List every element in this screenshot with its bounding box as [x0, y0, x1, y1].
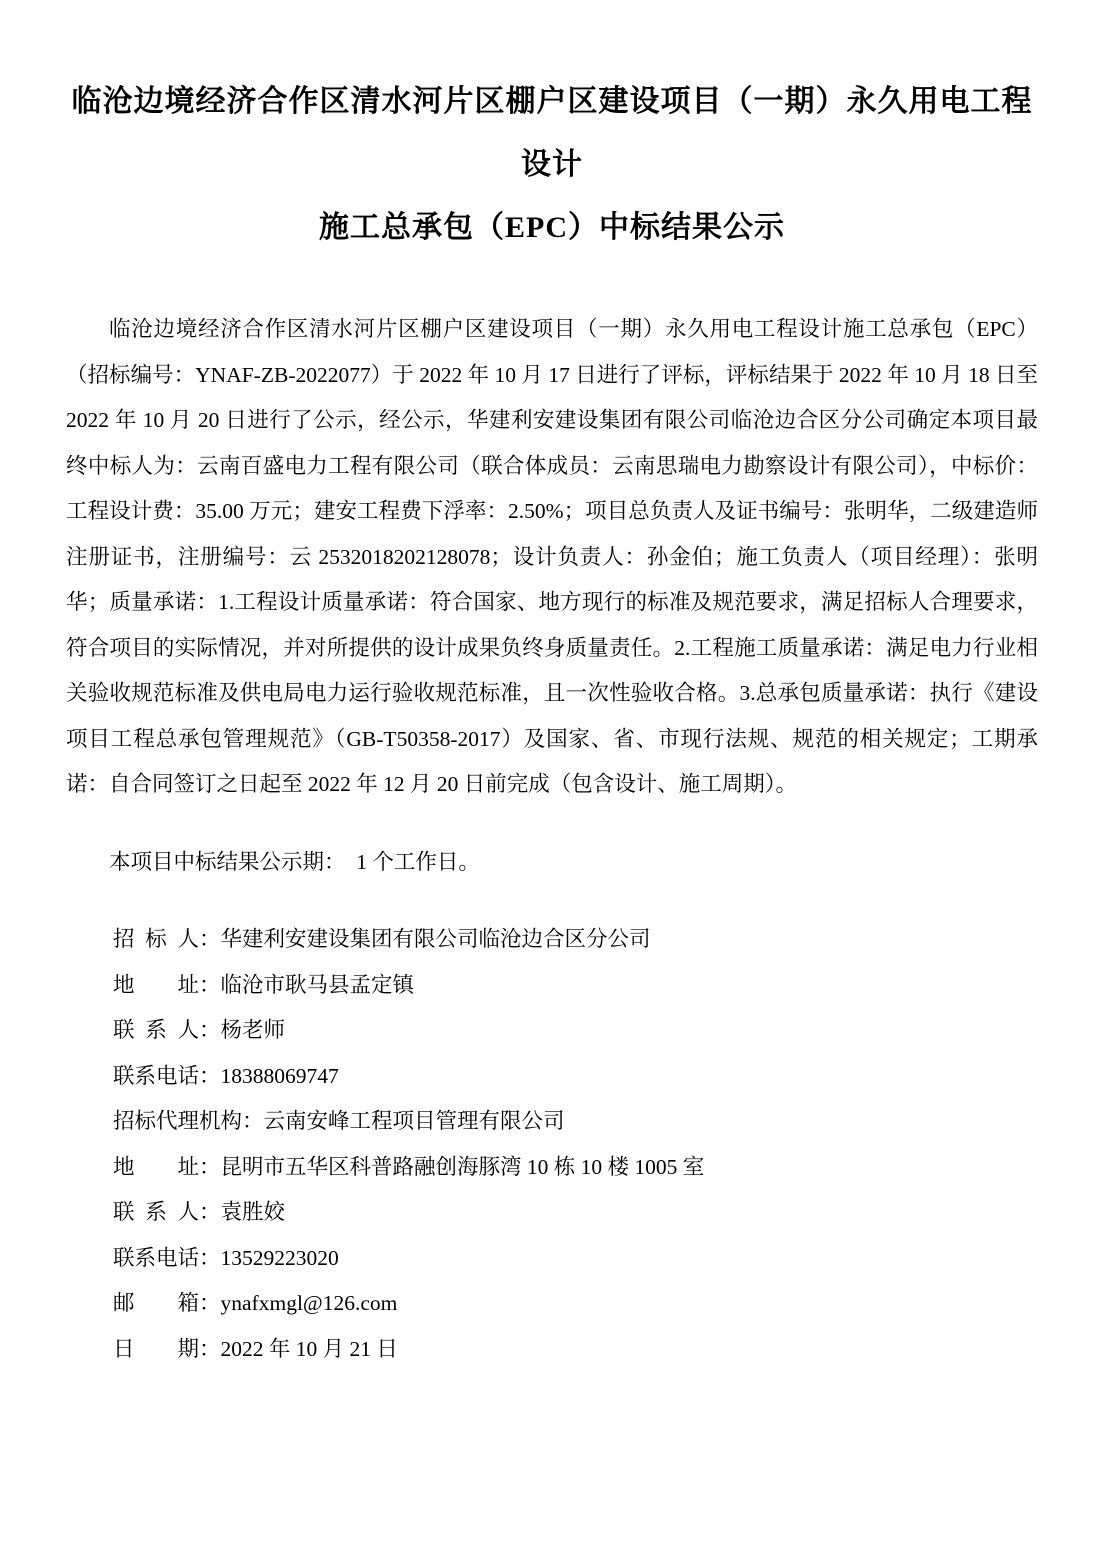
- contact-colon: ：: [199, 1154, 221, 1179]
- contact-label: 招标代理机构: [113, 1109, 243, 1133]
- page-title: [66, 70, 1038, 259]
- contact-value: 袁胜姣: [220, 1200, 286, 1224]
- contact-label: 联系人: [113, 1018, 199, 1042]
- contact-colon: ：: [242, 1109, 264, 1133]
- contact-colon: ：: [199, 1063, 221, 1088]
- contact-colon: ：: [199, 972, 221, 997]
- announcement-body-paragraph: 临沧边境经济合作区清水河片区棚户区建设项目（一期）永久用电工程设计施工总承包（EPC）（招标编号：YNAF-ZB-2022077）于 2022 年 10 月 17 日进行了评标，评标结果于 2022 年 10 月 18 日至 2022 年 10 月 20 日进行了公示，经公示，华建利安建设集团有限公司临沧边合区分公司确定本项目最终中标人为：云南百盛电力工程有限公司（联合体成员：云南思瑞电力勘察设计有限公司），中标价：工程设计费：35.00 万元；建安工程费下浮率：2.50%；项目总负责人及证书编号：张明华，二级建造师注册证书，注册编号：云 2532018202128078；设计负责人：孙金伯；施工负责人（项目经理）：张明华；质量承诺：1.工程设计质量承诺：符合国家、地方现行的标准及规范要求，满足招标人合理要求，符合项目的实际情况，并对所提供的设计成果负终身质量责任。2.工程施工质量承诺：满足电力行业相关验收规范标准及供电局电力运行验收规范标准，且一次性验收合格。3.总承包质量承诺：执行《建设项目工程总承包管理规范》（GB-T50358-2017）及国家、省、市现行法规、规范的相关规定；工期承诺：自合同签订之日起至 2022 年 12 月 20 日前完成（包含设计、施工周期）。: [66, 317, 1038, 796]
- contact-info-block: [66, 917, 1038, 1372]
- contact-colon: ：: [199, 1200, 221, 1224]
- contact-value: ynafxmgl@126.com: [220, 1291, 398, 1315]
- contact-row-date: [113, 1327, 1038, 1373]
- contact-label: 地址: [113, 972, 199, 997]
- contact-row-tenderer-contact-person: [113, 1008, 1038, 1054]
- contact-row-agency-contact-person: [113, 1190, 1038, 1236]
- contact-colon: ：: [199, 1245, 221, 1270]
- contact-row-tenderer-phone: [113, 1054, 1038, 1100]
- contact-label: 联系人: [113, 1200, 199, 1224]
- contact-row-agency: [113, 1099, 1038, 1145]
- contact-value: 13529223020: [220, 1245, 339, 1270]
- contact-colon: ：: [199, 1018, 221, 1042]
- contact-colon: ：: [199, 1336, 221, 1361]
- contact-label: 联系电话: [113, 1063, 200, 1088]
- contact-label: 联系电话: [113, 1245, 200, 1270]
- contact-value: 华建利安建设集团有限公司临沧边合区分公司: [220, 927, 651, 951]
- contact-value: 杨老师: [220, 1018, 286, 1042]
- contact-row-agency-address: [113, 1145, 1038, 1191]
- contact-row-tenderer: [113, 917, 1038, 963]
- contact-value: 临沧市耿马县孟定镇: [220, 972, 415, 997]
- publicity-period-line: 本项目中标结果公示期： 1 个工作日。: [109, 849, 480, 874]
- contact-colon: ：: [199, 927, 221, 951]
- contact-label: 地址: [113, 1154, 199, 1179]
- page-title-line-1: 临沧边境经济合作区清水河片区棚户区建设项目（一期）永久用电工程设计: [71, 85, 1033, 181]
- contact-label: 日期: [113, 1336, 199, 1361]
- contact-value: 云南安峰工程项目管理有限公司: [263, 1109, 565, 1133]
- contact-row-agency-phone: [113, 1236, 1038, 1282]
- contact-value: 昆明市五华区科普路融创海豚湾 10 栋 10 楼 1005 室: [220, 1154, 705, 1179]
- contact-row-tenderer-address: [113, 963, 1038, 1009]
- contact-value: 2022 年 10 月 21 日: [220, 1336, 398, 1361]
- contact-row-email: [113, 1281, 1038, 1327]
- contact-value: 18388069747: [220, 1063, 339, 1088]
- page-title-line-2: 施工总承包（EPC）中标结果公示: [319, 211, 785, 244]
- contact-label: 招标人: [113, 927, 199, 951]
- contact-label: 邮箱: [113, 1291, 199, 1315]
- contact-colon: ：: [199, 1291, 221, 1315]
